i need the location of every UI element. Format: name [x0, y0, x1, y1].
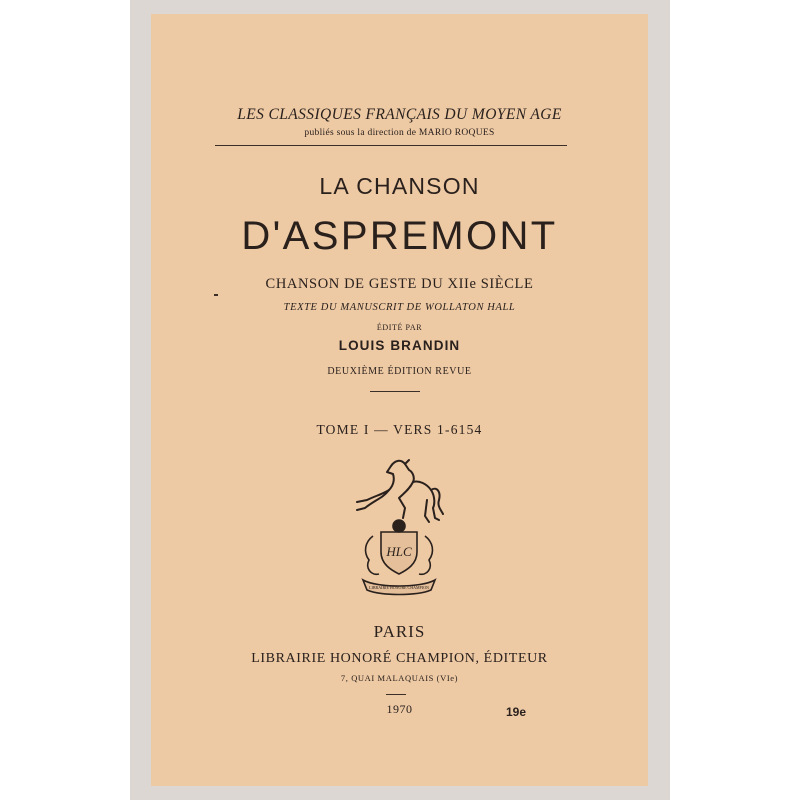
edited-by-label: ÉDITÉ PAR [376, 323, 423, 332]
book-title-line1: LA CHANSON [319, 173, 480, 199]
publisher-city: PARIS [373, 622, 426, 641]
logo-monogram: HLC [386, 544, 412, 559]
edition-line: DEUXIÈME ÉDITION REVUE [327, 366, 472, 377]
series-title: LES CLASSIQUES FRANÇAIS DU MOYEN AGE [237, 106, 562, 123]
publisher-horse-logo-icon [343, 456, 455, 598]
price-mark: 19e [506, 705, 527, 719]
footer-rule [386, 694, 406, 695]
book-subtitle: CHANSON DE GESTE DU XIIe SIÈCLE [265, 276, 534, 292]
publication-year: 1970 [386, 702, 413, 716]
manuscript-line: TEXTE DU MANUSCRIT DE WOLLATON HALL [283, 302, 516, 313]
ink-speck [214, 294, 218, 296]
publisher-address: 7, QUAI MALAQUAIS (VIe) [340, 673, 459, 683]
logo-banner: LIBRAIRIE HONORÉ CHAMPION [369, 585, 429, 590]
editor-name: LOUIS BRANDIN [338, 338, 461, 353]
series-direction: publiés sous la direction de MARIO ROQUES [304, 128, 495, 138]
book-title-line2: D'ASPREMONT [241, 214, 558, 258]
publisher-name: LIBRAIRIE HONORÉ CHAMPION, ÉDITEUR [251, 651, 548, 666]
volume-line: TOME I — VERS 1-6154 [316, 422, 483, 437]
middle-rule [370, 391, 420, 392]
header-rule [215, 145, 567, 146]
title-page [151, 14, 648, 786]
